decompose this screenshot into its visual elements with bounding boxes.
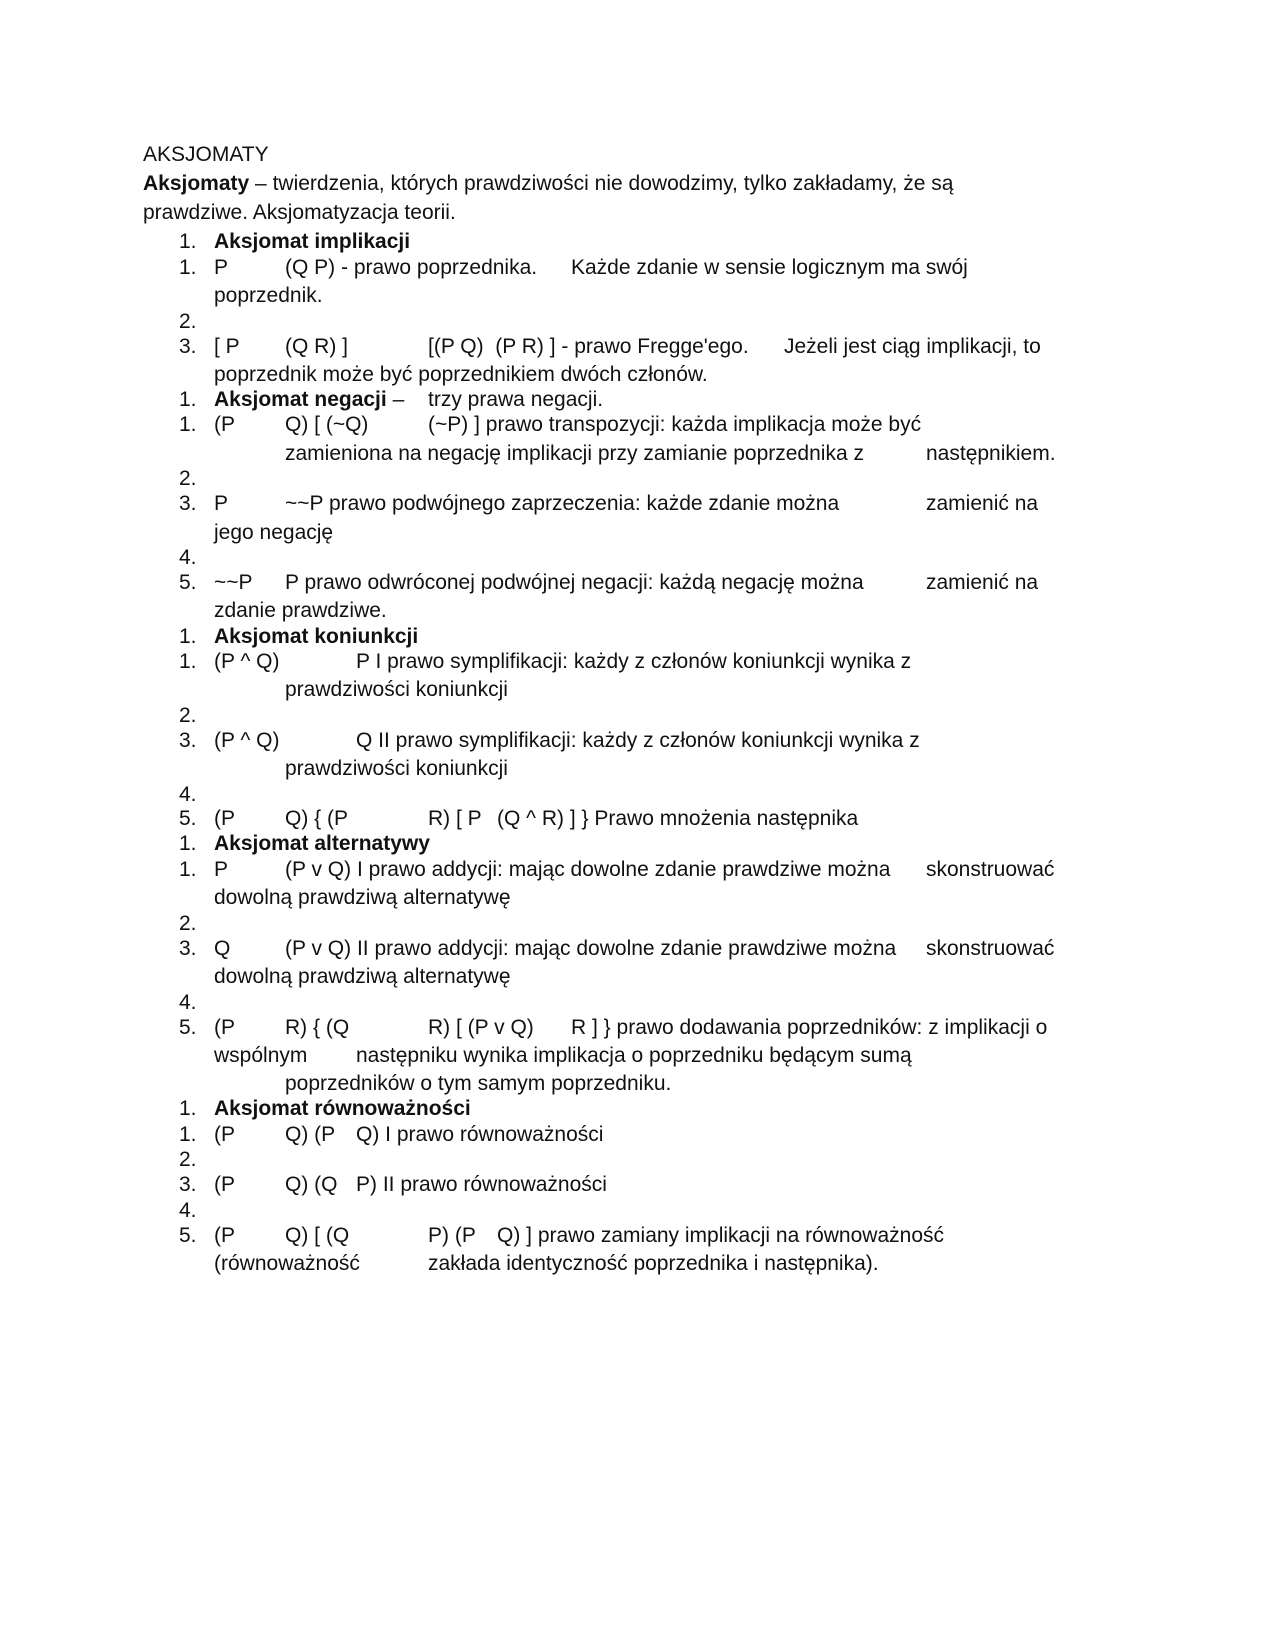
heading-text: Aksjomat negacji <box>214 388 387 411</box>
list-item-continuation: prawdziwości koniunkcji <box>285 678 508 701</box>
list-item: 5. (P Q) [ (Q P) (P Q) ] prawo zamiany implikacji na równoważność <box>179 1224 944 1247</box>
heading-text: Aksjomat koniunkcji <box>214 625 419 648</box>
list-item: 3. [ P (Q R) ] [(P Q) (P R) ] - prawo Fregge'ego. Jeżeli jest ciąg implikacji, to <box>179 335 1041 358</box>
list-item: 1. P (Q P) - prawo poprzednika. Każde zdanie w sensie logicznym ma swój <box>179 256 968 279</box>
heading-text: Aksjomat alternatywy <box>214 832 430 855</box>
list-item: 4. <box>179 783 197 806</box>
list-item: 3. (P ^ Q) Q II prawo symplifikacji: każdy z członów koniunkcji wynika z <box>179 729 920 752</box>
intro-term: Aksjomaty <box>143 172 250 195</box>
heading-note: trzy prawa negacji. <box>428 388 604 411</box>
section-heading-negacji: 1. Aksjomat negacji – trzy prawa negacji. <box>0 386 1275 526</box>
list-item-continuation: prawdziwości koniunkcji <box>285 757 508 780</box>
section-heading-koniunkcji: 1. Aksjomat koniunkcji <box>0 623 1275 735</box>
list-item-continuation: (równoważność zakłada identyczność poprzednika i następnika). <box>214 1252 879 1275</box>
list-item: 4. <box>179 991 197 1014</box>
list-item-continuation: wspólnym następniku wynika implikacja o poprzedniku będącym sumą <box>214 1044 912 1067</box>
list-item: 4. <box>179 1199 197 1222</box>
section-heading-rownowaznosci: 1. Aksjomat równoważności <box>0 1095 1275 1207</box>
list-item-continuation: dowolną prawdziwą alternatywę <box>214 886 511 909</box>
list-item: 5. (P Q) { (P R) [ P (Q ^ R) ] } Prawo mnożenia następnika <box>179 807 859 830</box>
list-item: 3. (P Q) (Q P) II prawo równoważności <box>179 1173 607 1196</box>
list-item: 3. P ~~P prawo podwójnego zaprzeczenia: każde zdanie można zamienić na <box>179 492 1039 515</box>
heading-text: Aksjomat implikacji <box>214 230 411 253</box>
list-item-continuation: dowolną prawdziwą alternatywę <box>214 965 511 988</box>
list-item-continuation: poprzednik. <box>214 284 323 307</box>
list-item: 2. <box>179 912 197 935</box>
list-item: 1. (P Q) [ (~Q) (~P) ] prawo transpozycji: każda implikacja może być <box>179 413 922 436</box>
list-item: 1. (P Q) (P Q) I prawo równoważności <box>179 1123 604 1146</box>
list-item: 3. Q (P v Q) II prawo addycji: mając dowolne zdanie prawdziwe można skonstruować <box>179 937 1055 960</box>
list-item: 1. P (P v Q) I prawo addycji: mając dowolne zdanie prawdziwe można skonstruować <box>179 858 1055 881</box>
list-item: 2. <box>179 1148 197 1171</box>
list-item-continuation: zdanie prawdziwe. <box>214 599 387 622</box>
list-item-continuation: zamieniona na negację implikacji przy zamianie poprzednika z następnikiem. <box>285 442 1056 465</box>
document-title: AKSJOMATY <box>143 143 269 166</box>
intro-line-1 <box>143 170 953 198</box>
list-item: 5. ~~P P prawo odwróconej podwójnej negacji: każdą negację można zamienić na <box>179 571 1039 594</box>
list-item-continuation: jego negację <box>214 521 334 544</box>
list-item: 2. <box>179 310 197 333</box>
intro-definition: – twierdzenia, których prawdziwości nie dowodzimy, tylko zakładamy, że są <box>249 172 954 195</box>
list-item: 5. (P R) { (Q R) [ (P v Q) R ] } prawo dodawania poprzedników: z implikacji o <box>179 1016 1048 1039</box>
list-item: 4. <box>179 546 197 569</box>
list-item: 2. <box>179 704 197 727</box>
intro-line-2: prawdziwe. Aksjomatyzacja teorii. <box>143 201 456 224</box>
section-heading-alternatywy: 1. Aksjomat alternatywy <box>0 830 1275 942</box>
list-item-continuation: poprzedników o tym samym poprzedniku. <box>285 1072 672 1095</box>
section-heading-implikacji: 1. Aksjomat implikacji <box>0 228 1275 340</box>
heading-text: Aksjomat równoważności <box>214 1097 471 1120</box>
list-item-continuation: poprzednik może być poprzednikiem dwóch członów. <box>214 363 708 386</box>
list-item: 1. (P ^ Q) P I prawo symplifikacji: każdy z członów koniunkcji wynika z <box>179 650 912 673</box>
list-item: 2. <box>179 467 197 490</box>
